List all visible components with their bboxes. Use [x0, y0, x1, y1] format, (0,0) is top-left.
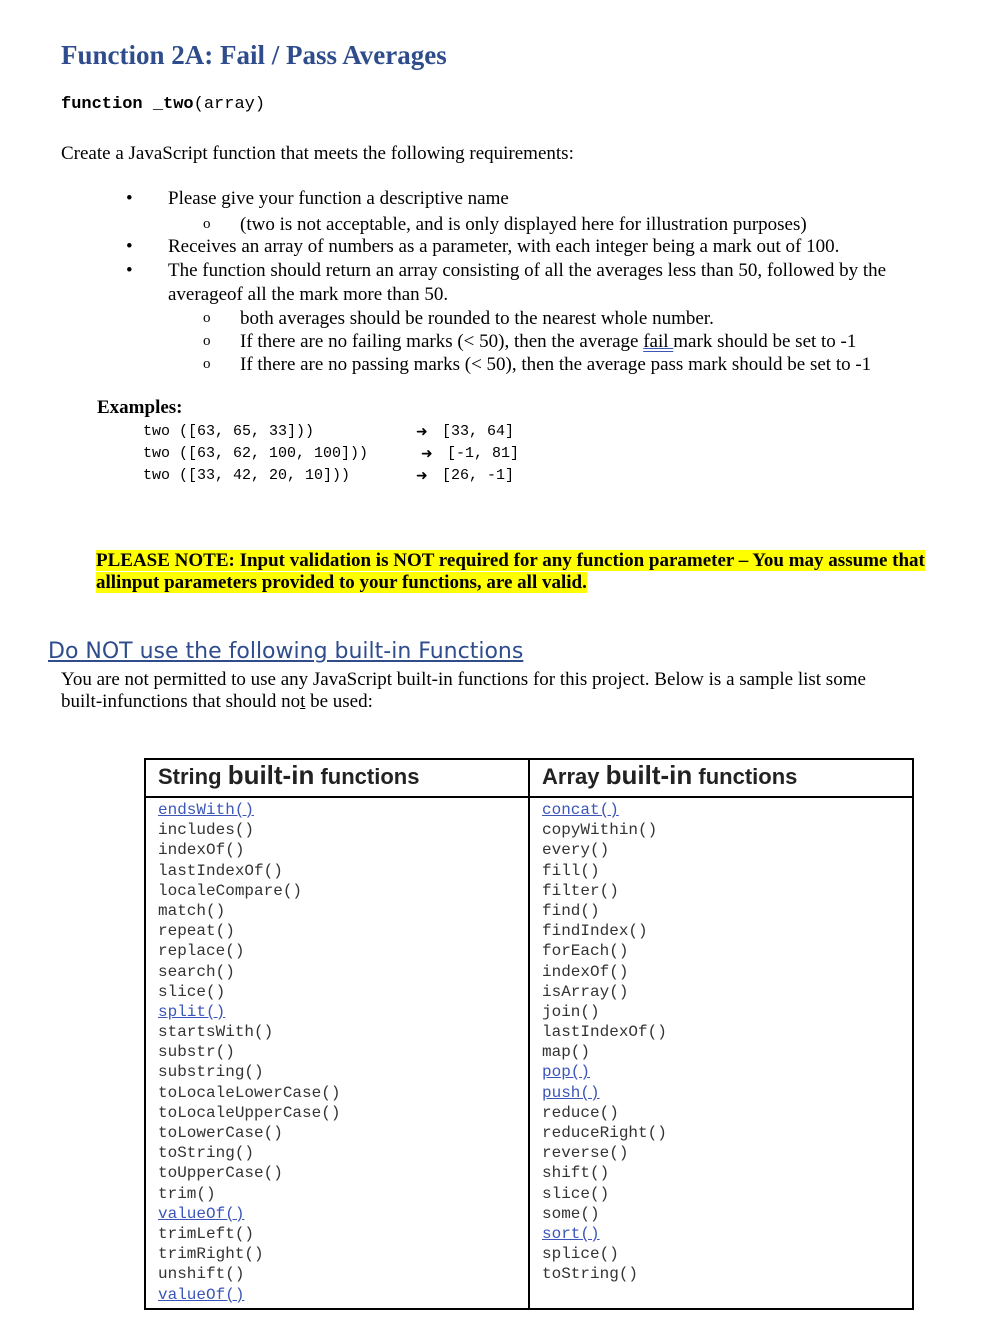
string-function-item: endsWith() [158, 801, 255, 819]
requirement-3-sub3: If there are no passing marks (< 50), then the average pass mark should be set to -1 [240, 354, 872, 375]
string-function-item: slice() [158, 982, 226, 1001]
array-function-item: findIndex() [542, 922, 648, 941]
array-function-item: reverse() [542, 1144, 629, 1163]
array-function-item: map() [542, 1043, 591, 1062]
string-function-item: substr() [158, 1043, 235, 1062]
requirement-3-sub1: both averages should be rounded to the nearest whole number. [240, 308, 714, 329]
example-call: two ([63, 62, 100, 100])) [143, 445, 369, 462]
example-call: two ([33, 42, 20, 10])) [143, 467, 351, 484]
example-result: [-1, 81] [447, 445, 520, 462]
function-signature [61, 95, 265, 114]
examples-heading: Examples: [97, 397, 183, 418]
string-function-item: localeCompare() [158, 881, 303, 900]
requirement-2: Receives an array of numbers as a parameter, with each integer being a mark out of 100. [168, 236, 840, 257]
bullet-icon: • [126, 188, 133, 209]
string-function-item: repeat() [158, 922, 235, 941]
requirement-1-sub: (two is not acceptable, and is only displayed here for illustration purposes) [240, 214, 807, 235]
validation-note [96, 550, 976, 594]
string-function-item: search() [158, 962, 235, 981]
signature-params: (array) [193, 95, 266, 114]
example-result: [26, -1] [442, 467, 515, 484]
array-function-item: join() [542, 1002, 600, 1021]
array-function-item: push() [542, 1083, 600, 1102]
header-word: Array [542, 764, 600, 789]
header-word: built-in [227, 760, 315, 790]
array-function-item: every() [542, 841, 610, 860]
req-sub2-post: mark should be set to -1 [673, 331, 857, 352]
arrow-right-icon: ➜ [416, 424, 428, 440]
array-function-item: isArray() [542, 982, 629, 1001]
header-word: built-in [605, 760, 693, 790]
section-heading: Do NOT use the following built-in Functions [48, 639, 524, 664]
para-line1: You are not permitted to use any JavaScript built-in functions for this project. Below is a sample list some [61, 669, 866, 690]
arrow-right-icon: ➜ [416, 468, 428, 484]
string-function-item: toUpperCase() [158, 1164, 283, 1183]
example-result: [33, 64] [442, 423, 515, 440]
array-function-item: find() [542, 901, 600, 920]
string-function-item: toLowerCase() [158, 1124, 283, 1142]
array-function-item: lastIndexOf() [542, 1023, 667, 1042]
requirement-1: Please give your function a descriptive name [168, 188, 509, 209]
header-word: functions [698, 764, 798, 789]
header-word: String [158, 764, 222, 789]
arrow-right-icon: ➜ [421, 446, 433, 462]
array-function-item: shift() [542, 1164, 610, 1183]
sub-bullet-icon: o [203, 333, 211, 349]
builtin-functions-table [144, 758, 914, 1310]
array-function-item: filter() [542, 881, 619, 900]
intro-text: Create a JavaScript function that meets the following requirements: [61, 143, 574, 164]
array-function-item: copyWithin() [542, 821, 658, 840]
string-function-item: toLocaleUpperCase() [158, 1103, 341, 1122]
array-function-item: concat() [542, 801, 619, 819]
requirement-3-line1: The function should return an array consisting of all the averages less than 50, followed by the [168, 260, 887, 281]
sub-bullet-icon: o [203, 356, 211, 372]
signature-keyword: function [61, 95, 143, 114]
note-line1: PLEASE NOTE: Input validation is NOT required for any function parameter – You may assume that [96, 550, 925, 571]
restriction-paragraph [61, 669, 961, 713]
array-function-item: some() [542, 1204, 600, 1223]
note-line2: allinput parameters provided to your functions, are all valid. [96, 572, 587, 593]
string-function-item: replace() [158, 942, 245, 961]
array-function-item: toString() [542, 1265, 639, 1284]
requirement-3-sub2 [240, 331, 856, 353]
page-title: Function 2A: Fail / Pass Averages [61, 40, 447, 70]
string-function-item: trim() [158, 1184, 216, 1203]
string-functions-list [145, 797, 529, 1309]
para-line2-post: be used: [305, 691, 373, 712]
string-function-item: split() [158, 1002, 226, 1021]
bullet-icon: • [126, 260, 133, 281]
array-function-item: reduceRight() [542, 1124, 667, 1142]
req-sub2-underlined: fail [643, 331, 674, 352]
string-function-item: substring() [158, 1063, 264, 1082]
array-functions-list [529, 797, 913, 1309]
string-function-item: toLocaleLowerCase() [158, 1083, 341, 1102]
example-call: two ([63, 65, 33])) [143, 423, 315, 440]
array-function-item: forEach() [542, 942, 629, 961]
signature-name: _two [152, 95, 194, 114]
bullet-icon: • [126, 236, 133, 257]
array-functions-header [529, 759, 913, 797]
string-function-item: valueOf() [158, 1285, 245, 1304]
string-function-item: toString() [158, 1144, 255, 1163]
array-function-item: indexOf() [542, 962, 629, 981]
requirement-3-line2: averageof all the mark more than 50. [168, 284, 449, 305]
string-function-item: unshift() [158, 1265, 245, 1284]
para-line2-underlined: t [300, 691, 306, 712]
sub-bullet-icon: o [203, 216, 211, 232]
req-sub2-pre: If there are no failing marks (< 50), then the average [240, 331, 644, 352]
array-function-item: fill() [542, 861, 600, 880]
array-function-item: pop() [542, 1063, 591, 1082]
header-word: functions [320, 764, 420, 789]
string-function-item: startsWith() [158, 1023, 274, 1042]
string-functions-header [145, 759, 529, 797]
array-function-item: slice() [542, 1184, 610, 1203]
array-function-item: sort() [542, 1224, 600, 1243]
array-function-item: splice() [542, 1245, 619, 1264]
string-function-item: indexOf() [158, 841, 245, 860]
string-function-item: trimRight() [158, 1245, 264, 1264]
sub-bullet-icon: o [203, 310, 211, 326]
string-function-item: lastIndexOf() [158, 861, 283, 880]
string-function-item: match() [158, 901, 226, 920]
para-line2-pre: built-infunctions that should no [61, 691, 301, 712]
string-function-item: includes() [158, 821, 255, 840]
array-function-item: reduce() [542, 1103, 619, 1122]
string-function-item: trimLeft() [158, 1224, 255, 1243]
string-function-item: valueOf() [158, 1204, 245, 1223]
